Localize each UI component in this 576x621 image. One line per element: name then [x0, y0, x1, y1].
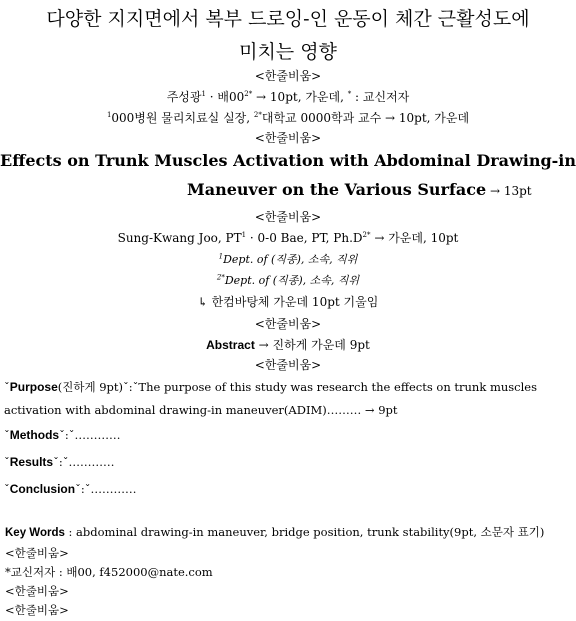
department-2: $^{2*}$Dept. of (직종), 소속, 직위 [216, 273, 360, 287]
corresponding-author: *교신저자 : 배00, f452000@nate.com [5, 565, 213, 579]
blank-line-marker: <한줄비움> [254, 358, 322, 372]
korean-affiliations: $^1$000병원 물리치료실 실장, $^{2*}$대학교 0000학과 교수 → 10pt, 가운데 [106, 111, 470, 125]
korean-title-line-1: 다양한 지지면에서 복부 드로잉-인 운동이 체간 근활성도에 [46, 8, 530, 30]
blank-line-marker: <한줄비움> [5, 603, 69, 617]
abstract-heading: Abstract → 진하게 가운데 9pt [206, 338, 370, 352]
blank-line-marker: <한줄비움> [254, 131, 322, 145]
methods-section: ˇMethodsˇ:ˇ………… [4, 428, 121, 442]
blank-line-marker: <한줄비움> [5, 584, 69, 598]
blank-line-marker: <한줄비움> [254, 69, 322, 83]
keywords-line: Key Words : abdominal drawing-in maneuver, bridge position, trunk stability(9pt, 소문자 표기) [5, 525, 545, 539]
conclusion-section: ˇConclusionˇ:ˇ………… [4, 482, 137, 496]
blank-line-marker: <한줄비움> [254, 210, 322, 224]
korean-title-line-2: 미치는 영향 [239, 41, 337, 63]
blank-line-marker: <한줄비움> [254, 317, 322, 331]
purpose-section-continued: activation with abdominal drawing-in maneuver(ADIM)……… → 9pt [4, 403, 398, 417]
results-section: ˇResultsˇ:ˇ………… [4, 455, 115, 469]
english-title-line-1: Effects on Trunk Muscles Activation with Abdominal Drawing-in [0, 151, 576, 170]
purpose-section: ˇPurpose(진하게 9pt)ˇ:ˇThe purpose of this study was research the effects on trunk muscles [4, 380, 537, 394]
blank-line-marker: <한줄비움> [5, 546, 69, 560]
english-authors: Sung-Kwang Joo, $PT^1 \cdot 0-0$ Bae, PT, $Ph.D^{2*}$ → 가운데, 10pt [117, 231, 459, 245]
english-title-line-2: Maneuver on the Various Surface → 13pt [187, 180, 532, 199]
korean-authors: 주성광$^1$ · 배$00^{2*} \to 10pt$, 가운데, * : 교신저자 [166, 90, 410, 104]
arrow-icon: ↳ [197, 295, 208, 309]
department-1: $^1$Dept. of (직종), 소속, 직위 [218, 252, 358, 266]
italic-format-note: ↳ 한컴바탕체 가운데 10pt 기울임 [197, 295, 379, 309]
